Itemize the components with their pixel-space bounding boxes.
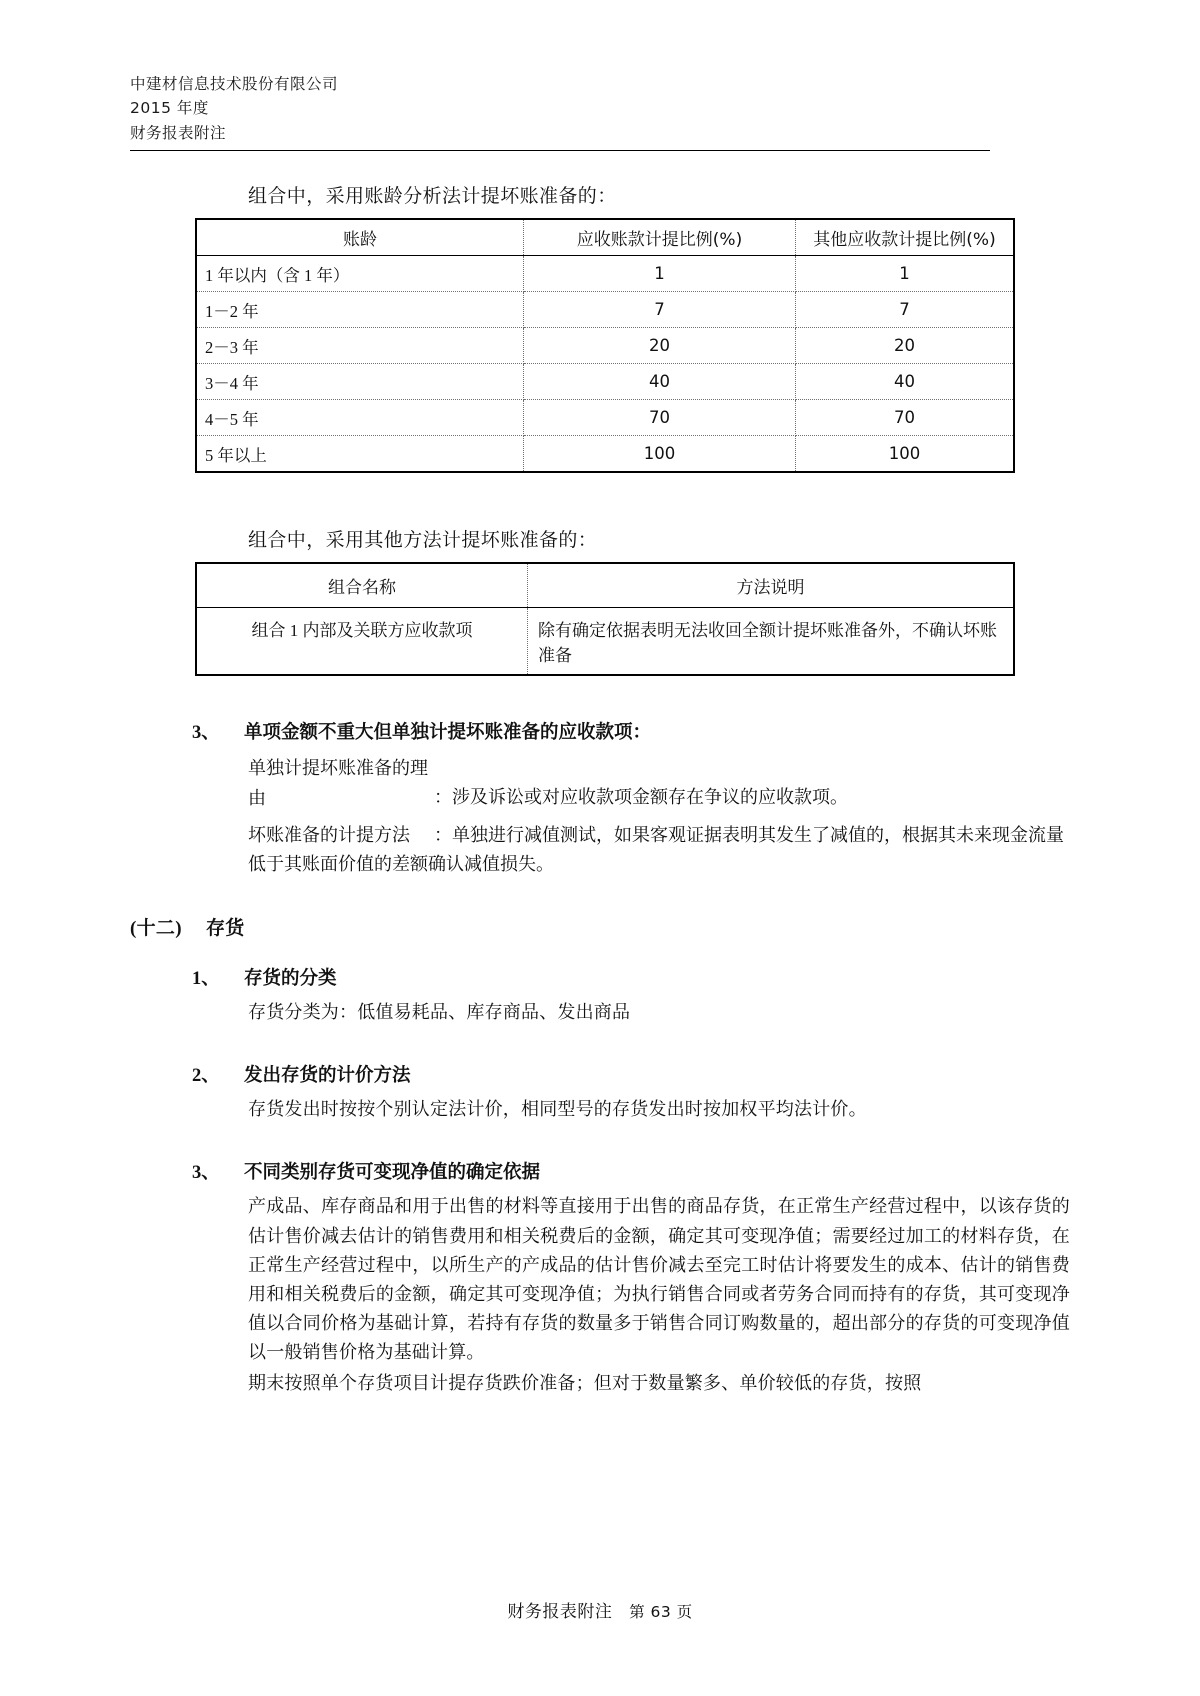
- section-12-heading: [130, 913, 1070, 940]
- cell-receivable-ratio: 70: [524, 400, 796, 436]
- cell-receivable-ratio: 40: [524, 364, 796, 400]
- section-12-number: (十二): [130, 918, 182, 940]
- page-number: 第 63 页: [629, 1603, 693, 1621]
- subsection-3-heading: [192, 1158, 1070, 1184]
- cell-other-ratio: 70: [796, 400, 1015, 436]
- reason-row: [248, 754, 1070, 812]
- cell-other-ratio: 20: [796, 328, 1015, 364]
- cell-aging: 2－3 年: [196, 328, 524, 364]
- section-3-number: 3、: [192, 723, 220, 744]
- table-header-row: [196, 219, 1014, 256]
- cell-aging: 1 年以内（含 1 年）: [196, 256, 524, 292]
- subsection-2-title: 发出存货的计价方法: [244, 1066, 411, 1087]
- cell-receivable-ratio: 100: [524, 436, 796, 473]
- report-title: 财务报表附注: [130, 123, 227, 142]
- section-12-title: 存货: [206, 918, 245, 940]
- reason-text: 涉及诉讼或对应收款项金额存在争议的应收款项。: [452, 787, 848, 808]
- document-header: [130, 72, 1070, 145]
- subsection-2-heading: [192, 1061, 1070, 1087]
- cell-other-ratio: 7: [796, 292, 1015, 328]
- table-row: [196, 436, 1014, 473]
- method-label: 坏账准备的计提方法: [248, 824, 410, 845]
- section-3-heading: [192, 718, 1070, 744]
- subsection-1-title: 存货的分类: [244, 969, 337, 990]
- header-divider: [130, 150, 990, 151]
- col-header-other-receivable-ratio: 其他应收款计提比例(%): [796, 219, 1015, 256]
- cell-group-name: 组合 1 内部及关联方应收款项: [196, 608, 528, 676]
- subsection-3-number: 3、: [192, 1163, 220, 1184]
- cell-other-ratio: 100: [796, 436, 1015, 473]
- page-footer: [0, 1597, 1200, 1622]
- cell-aging: 1－2 年: [196, 292, 524, 328]
- subsection-2-body: 存货发出时按按个别认定法计价，相同型号的存货发出时按加权平均法计价。: [248, 1099, 867, 1120]
- page-content: [130, 72, 1070, 1398]
- reason-label: 单独计提坏账准备的理由: [248, 758, 428, 808]
- section-3-title: 单项金额不重大但单独计提坏账准备的应收款项：: [244, 723, 652, 744]
- table-row: [196, 292, 1014, 328]
- subsection-1-number: 1、: [192, 969, 220, 990]
- aging-ratio-table: [195, 218, 1015, 473]
- subsection-3-body: 产成品、库存商品和用于出售的材料等直接用于出售的商品存货，在正常生产经营过程中，以该存货的估计售价减去估计的销售费用和相关税费后的金额，确定其可变现净值；需要经过加工的材料存货，在正常生产经营过程中，以所生产的产成品的估计售价减去至完工时估计将要发生的成本、估计的销售费用和相关税费后的金额，确定其可变现净值；为执行销售合同或者劳务合同而持有的存货，其可变现净值以合同价格为基础计算，若持有存货的数量多于销售合同订购数量的，超出部分的存货的可变现净值以一般销售价格为基础计算。: [248, 1196, 1070, 1363]
- table-row: [196, 400, 1014, 436]
- table-row: [196, 256, 1014, 292]
- cell-receivable-ratio: 20: [524, 328, 796, 364]
- table2-caption: 组合中，采用其他方法计提坏账准备的：: [248, 530, 598, 552]
- col-header-receivable-ratio: 应收账款计提比例(%): [524, 219, 796, 256]
- method-text: 单独进行减值测试，如果客观证据表明其发生了减值的，根据其未来现金流量低于其账面价值的差额确认减值损失。: [248, 824, 1064, 874]
- table-row: [196, 364, 1014, 400]
- col-header-group-name: 组合名称: [196, 563, 528, 608]
- method-row: [248, 821, 1070, 879]
- subsection-3-title: 不同类别存货可变现净值的确定依据: [244, 1163, 541, 1184]
- subsection-1-body: 存货分类为：低值易耗品、库存商品、发出商品: [248, 1002, 631, 1023]
- col-header-aging: 账龄: [196, 219, 524, 256]
- other-method-table: [195, 562, 1015, 676]
- table-row: [196, 328, 1014, 364]
- report-year: 2015 年度: [130, 99, 209, 118]
- cell-aging: 5 年以上: [196, 436, 524, 473]
- table-header-row: [196, 563, 1014, 608]
- cell-other-ratio: 1: [796, 256, 1015, 292]
- table1-caption: 组合中，采用账龄分析法计提坏账准备的：: [248, 186, 617, 208]
- subsection-1-heading: [192, 964, 1070, 990]
- cell-method-desc: 除有确定依据表明无法收回全额计提坏账准备外，不确认坏账准备: [528, 608, 1015, 676]
- cell-aging: 4－5 年: [196, 400, 524, 436]
- cell-receivable-ratio: 1: [524, 256, 796, 292]
- cell-receivable-ratio: 7: [524, 292, 796, 328]
- col-header-method-desc: 方法说明: [528, 563, 1015, 608]
- cell-aging: 3－4 年: [196, 364, 524, 400]
- cell-other-ratio: 40: [796, 364, 1015, 400]
- company-name: 中建材信息技术股份有限公司: [130, 75, 339, 93]
- table-row: [196, 608, 1014, 676]
- footer-title: 财务报表附注: [507, 1602, 613, 1621]
- subsection-2-number: 2、: [192, 1066, 220, 1087]
- subsection-3-body-continued: 期末按照单个存货项目计提存货跌价准备；但对于数量繁多、单价较低的存货，按照: [248, 1373, 922, 1394]
- reason-separator: ：: [434, 787, 452, 808]
- method-separator: ：: [434, 824, 452, 845]
